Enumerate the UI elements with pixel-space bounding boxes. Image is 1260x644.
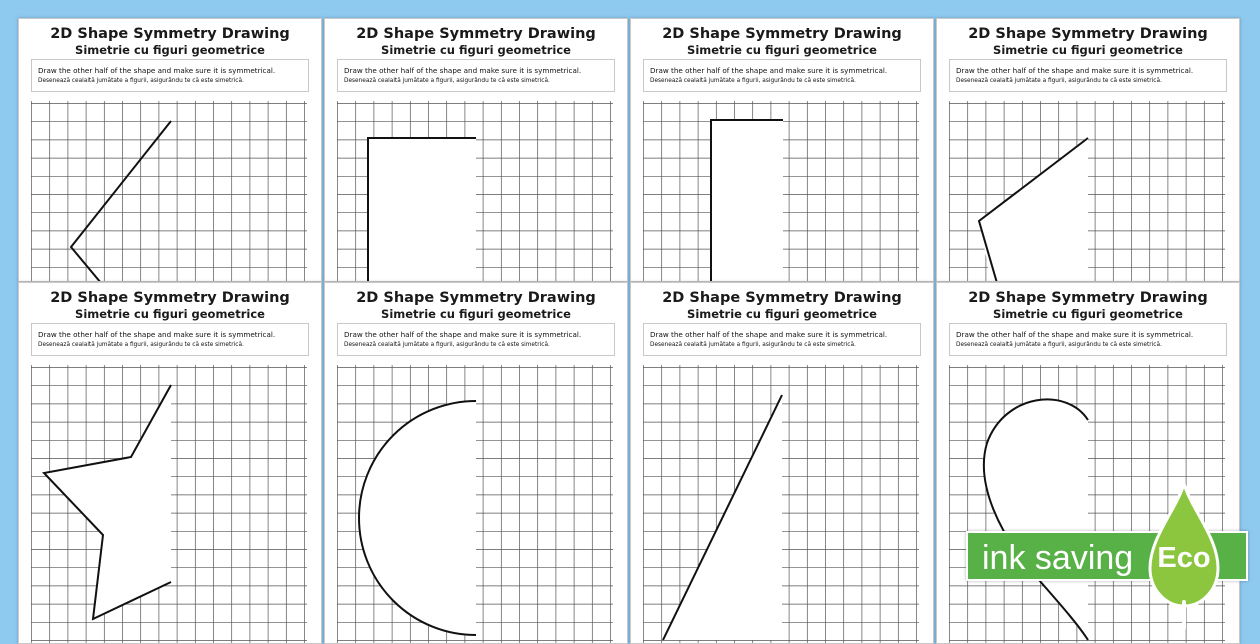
drawing-grid xyxy=(31,365,307,644)
worksheet-3[interactable] xyxy=(630,18,934,282)
worksheet-2[interactable] xyxy=(324,18,628,282)
sheet-title: 2D Shape Symmetry Drawing xyxy=(356,290,596,306)
grid-svg xyxy=(643,101,919,282)
grid-lines xyxy=(31,101,307,282)
drawing-grid xyxy=(643,365,919,644)
instruction-box xyxy=(643,59,921,92)
instruction-box xyxy=(337,59,615,92)
instruction-romanian: Desenează cealaltă jumătate a figurii, asigurându te că este simetrică. xyxy=(650,78,856,84)
worksheet-6[interactable] xyxy=(324,282,628,644)
instruction-box xyxy=(949,59,1227,92)
instruction-box xyxy=(643,323,921,356)
sheet-subtitle: Simetrie cu figuri geometrice xyxy=(75,307,265,321)
instruction-box xyxy=(949,323,1227,356)
instruction-romanian: Desenează cealaltă jumătate a figurii, asigurându te că este simetrică. xyxy=(38,342,244,348)
ink-saving-text: ink saving xyxy=(982,539,1134,577)
sheet-subtitle: Simetrie cu figuri geometrice xyxy=(993,43,1183,57)
drawing-grid xyxy=(949,101,1225,282)
sheet-subtitle: Simetrie cu figuri geometrice xyxy=(381,307,571,321)
sheet-subtitle: Simetrie cu figuri geometrice xyxy=(381,43,571,57)
grid-svg xyxy=(337,101,613,282)
drawing-grid xyxy=(643,101,919,282)
sheet-title: 2D Shape Symmetry Drawing xyxy=(662,26,902,42)
instruction-english: Draw the other half of the shape and make sure it is symmetrical. xyxy=(344,66,582,75)
grid-svg xyxy=(31,101,307,282)
instruction-romanian: Desenează cealaltă jumătate a figurii, asigurându te că este simetrică. xyxy=(956,342,1162,348)
sheet-subtitle: Simetrie cu figuri geometrice xyxy=(687,307,877,321)
instruction-english: Draw the other half of the shape and make sure it is symmetrical. xyxy=(38,66,276,75)
drawing-grid xyxy=(337,101,613,282)
grid-svg xyxy=(949,101,1225,282)
worksheet-4[interactable] xyxy=(936,18,1240,282)
instruction-box xyxy=(31,59,309,92)
instruction-romanian: Desenează cealaltă jumătate a figurii, asigurându te că este simetrică. xyxy=(344,342,550,348)
worksheet-1[interactable] xyxy=(18,18,322,282)
instruction-romanian: Desenează cealaltă jumătate a figurii, asigurându te că este simetrică. xyxy=(650,342,856,348)
eco-label: Eco xyxy=(1157,542,1211,574)
half-shape-semicircle xyxy=(359,401,476,635)
instruction-romanian: Desenează cealaltă jumătate a figurii, asigurându te că este simetrică. xyxy=(344,78,550,84)
sheet-subtitle: Simetrie cu figuri geometrice xyxy=(993,307,1183,321)
grid-svg xyxy=(31,365,307,644)
instruction-english: Draw the other half of the shape and make sure it is symmetrical. xyxy=(956,66,1194,75)
sheet-title: 2D Shape Symmetry Drawing xyxy=(356,26,596,42)
sheet-title: 2D Shape Symmetry Drawing xyxy=(662,290,902,306)
instruction-english: Draw the other half of the shape and make sure it is symmetrical. xyxy=(38,330,276,339)
grid-svg xyxy=(337,365,613,644)
instruction-romanian: Desenează cealaltă jumătate a figurii, asigurându te că este simetrică. xyxy=(38,78,244,84)
instruction-box xyxy=(337,323,615,356)
sheet-subtitle: Simetrie cu figuri geometrice xyxy=(687,43,877,57)
ink-saving-badge xyxy=(966,482,1248,630)
instruction-english: Draw the other half of the shape and make sure it is symmetrical. xyxy=(650,330,888,339)
drawing-grid xyxy=(31,101,307,282)
worksheet-5[interactable] xyxy=(18,282,322,644)
sheet-subtitle: Simetrie cu figuri geometrice xyxy=(75,43,265,57)
grid-svg xyxy=(643,365,919,644)
half-shape-star xyxy=(44,385,171,619)
half-shape-tall-rectangle xyxy=(711,120,783,282)
sheet-title: 2D Shape Symmetry Drawing xyxy=(968,26,1208,42)
half-shape-kite-fill xyxy=(979,138,1088,282)
half-shape-rectangle xyxy=(368,138,476,282)
sheet-title: 2D Shape Symmetry Drawing xyxy=(968,290,1208,306)
instruction-english: Draw the other half of the shape and make sure it is symmetrical. xyxy=(956,330,1194,339)
sheet-title: 2D Shape Symmetry Drawing xyxy=(50,26,290,42)
sheet-title: 2D Shape Symmetry Drawing xyxy=(50,290,290,306)
instruction-box xyxy=(31,323,309,356)
worksheet-7[interactable] xyxy=(630,282,934,644)
instruction-english: Draw the other half of the shape and make sure it is symmetrical. xyxy=(650,66,888,75)
instruction-romanian: Desenează cealaltă jumătate a figurii, asigurându te că este simetrică. xyxy=(956,78,1162,84)
drawing-grid xyxy=(337,365,613,644)
instruction-english: Draw the other half of the shape and make sure it is symmetrical. xyxy=(344,330,582,339)
